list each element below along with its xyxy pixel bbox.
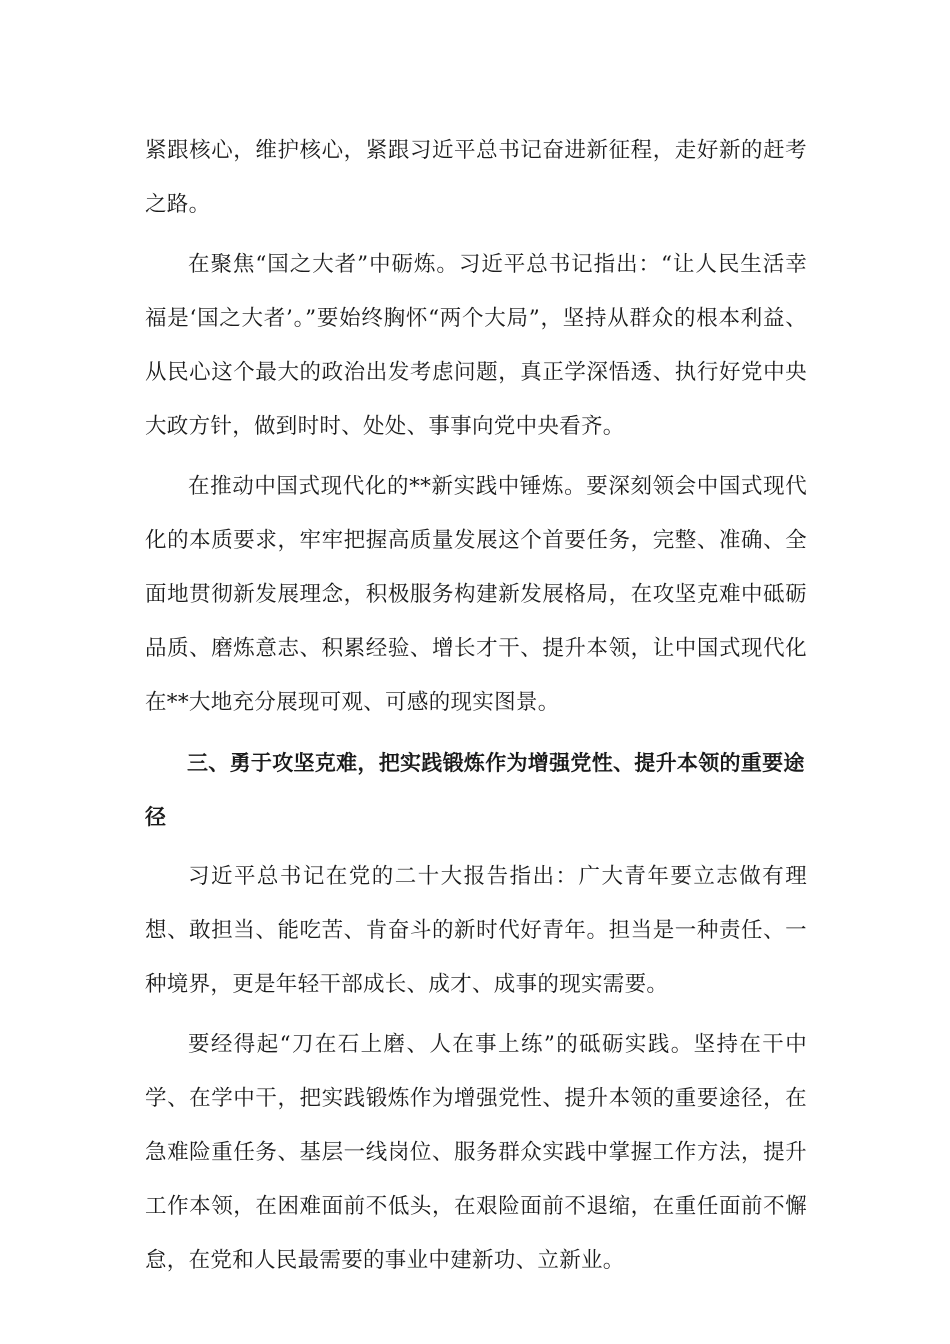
document-body [145,124,807,1294]
section-heading-three: 三、勇于攻坚克难，把实践锻炼作为增强党性、提升本领的重要途径 [145,751,805,829]
paragraph-modernization: 在推动中国式现代化的**新实践中锤炼。要深刻领会中国式现代化的本质要求，牢牢把握高质量发展这个首要任务，完整、准确、全面地贯彻新发展理念，积极服务构建新发展格局，在攻坚克难中砥砺品质、磨炼意志、积累经验、增长才干、提升本领，让中国式现代化在**大地充分展现可观、可感的现实图景。 [145,474,807,715]
paragraph-practice: 要经得起“刀在石上磨、人在事上练”的砥砺实践。坚持在干中学、在学中干，把实践锻炼作为增强党性、提升本领的重要途径，在急难险重任务、基层一线岗位、服务群众实践中掌握工作方法，提升工作本领，在困难面前不低头，在艰险面前不退缩，在重任面前不懈怠，在党和人民最需要的事业中建新功、立新业。 [145,1032,807,1273]
paragraph-national-priority: 在聚焦“国之大者”中砺炼。习近平总书记指出：“让人民生活幸福是‘国之大者’。”要始终胸怀“两个大局”，坚持从群众的根本利益、从民心这个最大的政治出发考虑问题，真正学深悟透、执行好党中央大政方针，做到时时、处处、事事向党中央看齐。 [145,252,807,439]
paragraph-core: 紧跟核心，维护核心，紧跟习近平总书记奋进新征程，走好新的赶考之路。 [145,138,807,217]
paragraph-youth-report: 习近平总书记在党的二十大报告指出：广大青年要立志做有理想、敢担当、能吃苦、肯奋斗的新时代好青年。担当是一种责任、一种境界，更是年轻干部成长、成才、成事的现实需要。 [145,864,807,997]
